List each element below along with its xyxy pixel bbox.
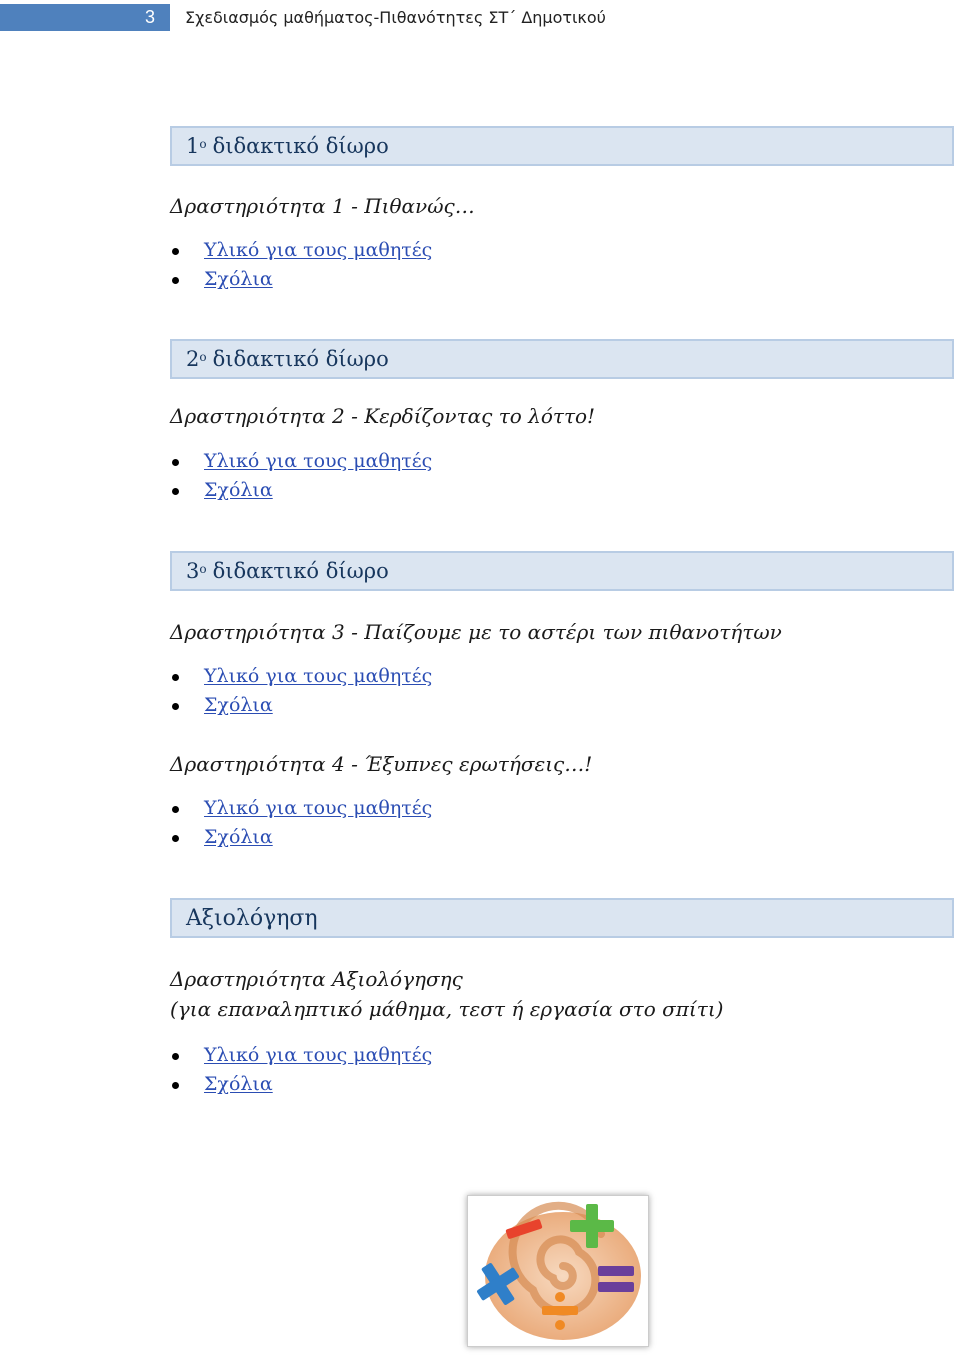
bullet-icon	[172, 674, 179, 681]
page-number: 3	[0, 4, 170, 31]
activity-subtitle: (για επαναληπτικό μάθημα, τεστ ή εργασία στο σπίτι)	[170, 997, 724, 1021]
section-heading-3	[170, 551, 954, 591]
list-item	[170, 476, 432, 505]
bullet-icon	[172, 1082, 179, 1089]
math-operators-spiral-icon-graphic	[468, 1196, 648, 1346]
student-material-link[interactable]: Υλικό για τους μαθητές	[204, 239, 433, 261]
link-list	[170, 236, 432, 294]
student-material-link[interactable]: Υλικό για τους μαθητές	[204, 1044, 433, 1066]
student-material-link[interactable]: Υλικό για τους μαθητές	[204, 797, 433, 819]
bullet-icon	[172, 488, 179, 495]
bullet-icon	[172, 703, 179, 710]
comments-link[interactable]: Σχόλια	[204, 1073, 273, 1095]
link-list	[170, 662, 432, 720]
ordinal-superscript: ο	[199, 137, 207, 151]
activity-title: Δραστηριότητα 3 - Παίζουμε με το αστέρι των πιθανοτήτων	[170, 620, 782, 644]
bullet-icon	[172, 1053, 179, 1060]
list-item	[170, 794, 432, 823]
section-label: διδακτικό δίωρο	[212, 347, 389, 371]
section-label: διδακτικό δίωρο	[212, 134, 389, 158]
link-list	[170, 447, 432, 505]
section-number: 2	[186, 347, 200, 371]
activity-title: Δραστηριότητα 4 - Έξυπνες ερωτήσεις…!	[170, 752, 593, 776]
comments-link[interactable]: Σχόλια	[204, 268, 273, 290]
list-item	[170, 447, 432, 476]
bullet-icon	[172, 459, 179, 466]
comments-link[interactable]: Σχόλια	[204, 479, 273, 501]
ordinal-superscript: ο	[199, 350, 207, 364]
comments-link[interactable]: Σχόλια	[204, 826, 273, 848]
list-item	[170, 662, 432, 691]
student-material-link[interactable]: Υλικό για τους μαθητές	[204, 665, 433, 687]
section-heading-assessment	[170, 898, 954, 938]
comments-link[interactable]: Σχόλια	[204, 694, 273, 716]
link-list	[170, 1041, 432, 1099]
list-item	[170, 236, 432, 265]
bullet-icon	[172, 277, 179, 284]
document-title: Σχεδιασμός μαθήματος-Πιθανότητες ΣΤ΄ Δημοτικού	[185, 8, 606, 27]
activity-title: Δραστηριότητα 1 - Πιθανώς…	[170, 194, 475, 218]
ordinal-superscript: ο	[199, 562, 207, 576]
page-header	[0, 4, 960, 31]
list-item	[170, 823, 432, 852]
math-operators-spiral-icon	[467, 1195, 649, 1347]
bullet-icon	[172, 835, 179, 842]
section-number: 3	[186, 559, 200, 583]
list-item	[170, 691, 432, 720]
list-item	[170, 265, 432, 294]
activity-title: Δραστηριότητα Αξιολόγησης	[170, 967, 463, 991]
activity-title: Δραστηριότητα 2 - Κερδίζοντας το λόττο!	[170, 404, 596, 428]
list-item	[170, 1041, 432, 1070]
section-heading-2	[170, 339, 954, 379]
list-item	[170, 1070, 432, 1099]
section-heading-1	[170, 126, 954, 166]
section-label: διδακτικό δίωρο	[212, 559, 389, 583]
section-number: 1	[186, 134, 200, 158]
bullet-icon	[172, 248, 179, 255]
link-list	[170, 794, 432, 852]
bullet-icon	[172, 806, 179, 813]
student-material-link[interactable]: Υλικό για τους μαθητές	[204, 450, 433, 472]
section-label: Αξιολόγηση	[186, 905, 318, 931]
